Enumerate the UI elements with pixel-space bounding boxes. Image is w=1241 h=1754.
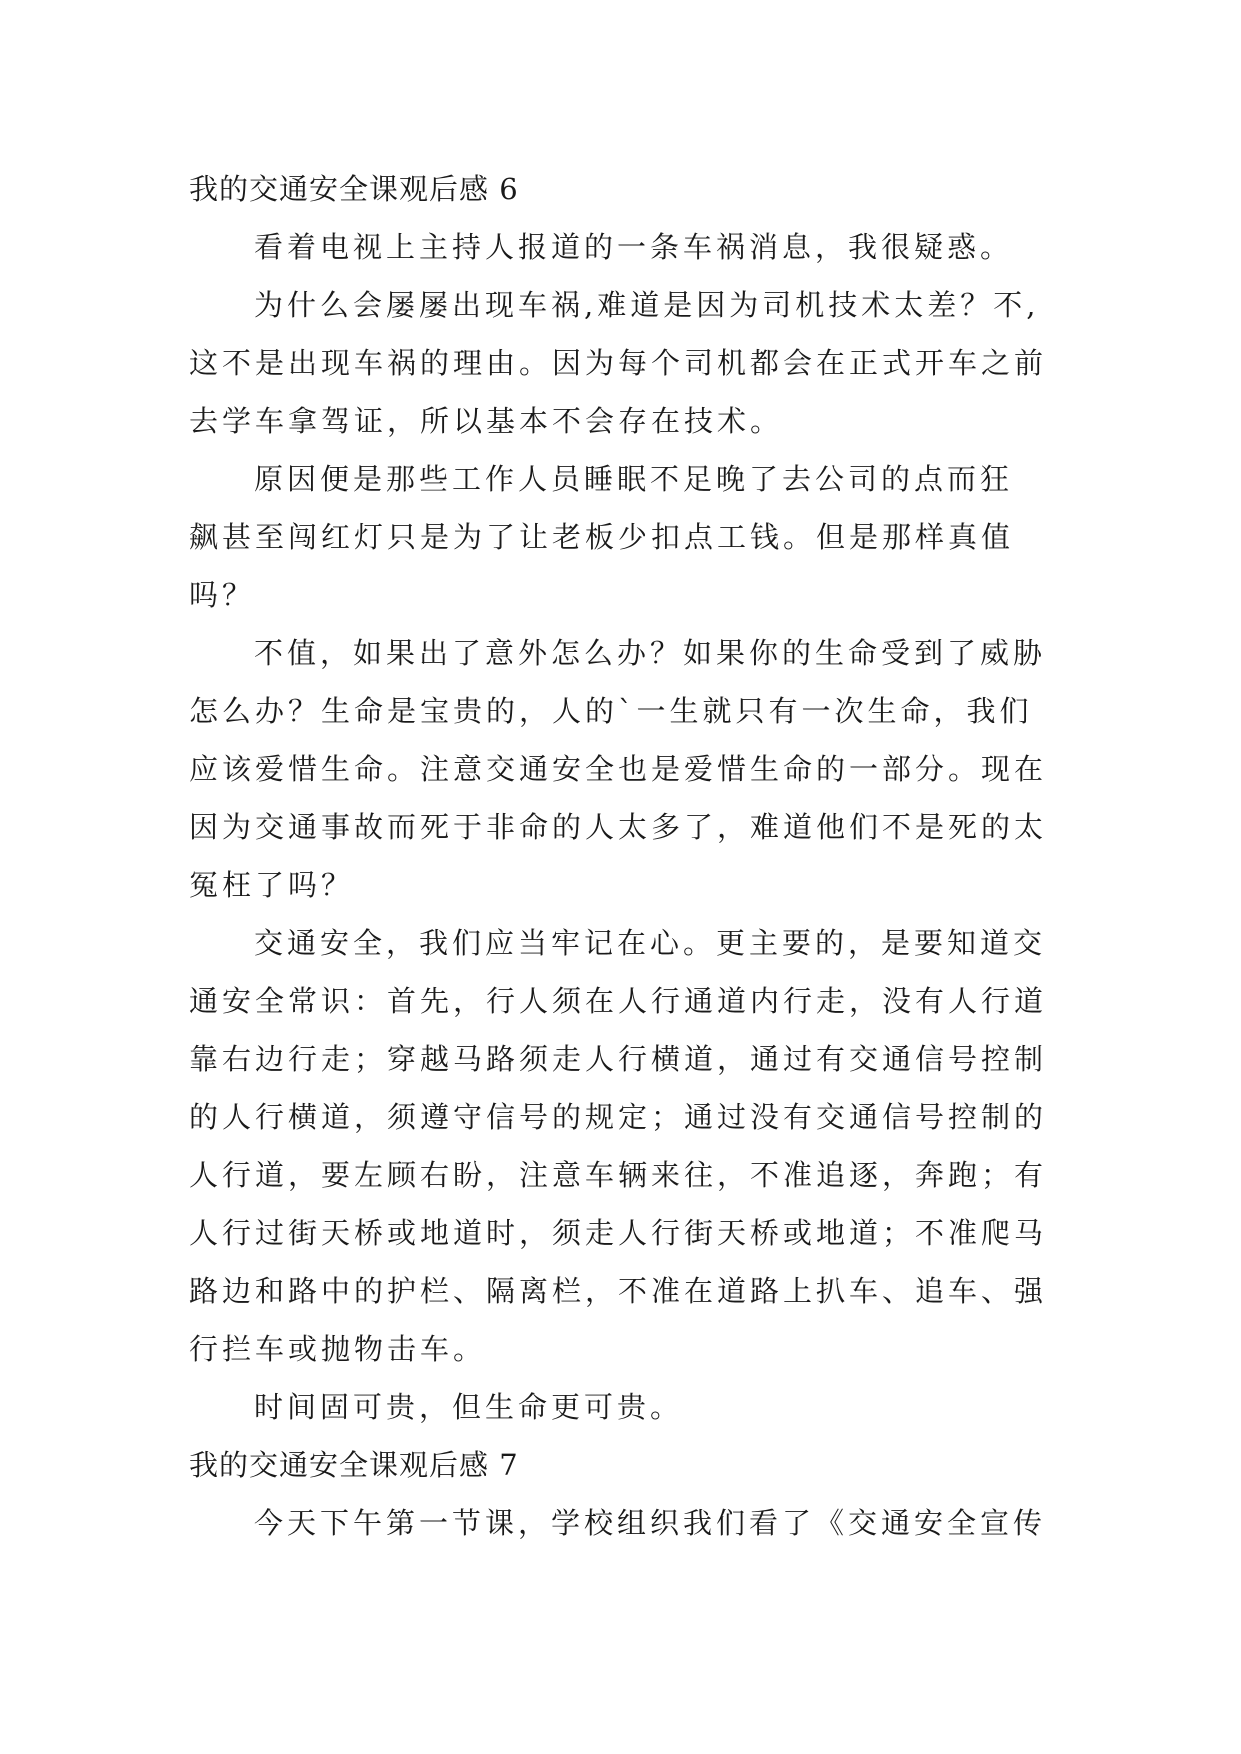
paragraph-line: 去学车拿驾证，所以基本不会存在技术。 <box>189 404 784 438</box>
paragraph-line: 不值，如果出了意外怎么办？如果你的生命受到了威胁 <box>254 636 1047 670</box>
paragraph-line: 人行道，要左顾右盼，注意车辆来往，不准追逐，奔跑；有 <box>189 1158 1048 1192</box>
paragraph-line: 为什么会屡屡出现车祸,难道是因为司机技术太差？不, <box>254 288 1040 322</box>
section-title: 我的交通安全课观后感 6 <box>189 172 519 206</box>
document-body <box>189 160 1069 1552</box>
paragraph-line: 看着电视上主持人报道的一条车祸消息，我很疑惑。 <box>254 230 1014 264</box>
paragraph-line: 飙甚至闯红灯只是为了让老板少扣点工钱。但是那样真值 <box>189 520 1015 554</box>
paragraph <box>189 276 1069 450</box>
paragraph-line: 原因便是那些工作人员睡眠不足晚了去公司的点而狂 <box>254 462 1014 496</box>
paragraph-line: 应该爱惜生命。注意交通安全也是爱惜生命的一部分。现在 <box>189 752 1048 786</box>
paragraph <box>189 1378 1069 1436</box>
paragraph-line: 今天下午第一节课，学校组织我们看了《交通安全宣传 <box>254 1506 1047 1540</box>
paragraph-line: 因为交通事故而死于非命的人太多了，难道他们不是死的太 <box>189 810 1048 844</box>
paragraph-line: 行拦车或抛物击车。 <box>189 1332 487 1366</box>
paragraph <box>189 450 1069 624</box>
paragraph-line: 交通安全，我们应当牢记在心。更主要的，是要知道交 <box>254 926 1047 960</box>
paragraph-line: 时间固可贵，但生命更可贵。 <box>254 1390 684 1424</box>
paragraph-line: 路边和路中的护栏、隔离栏，不准在道路上扒车、追车、强 <box>189 1274 1048 1308</box>
paragraph-line: 这不是出现车祸的理由。因为每个司机都会在正式开车之前 <box>189 346 1048 380</box>
paragraph <box>189 624 1069 914</box>
paragraph-line: 怎么办？生命是宝贵的，人的`一生就只有一次生命，我们 <box>189 694 1033 728</box>
paragraph-line: 通安全常识：首先，行人须在人行通道内行走，没有人行道 <box>189 984 1048 1018</box>
paragraph-line: 人行过街天桥或地道时，须走人行街天桥或地道；不准爬马 <box>189 1216 1048 1250</box>
paragraph <box>189 218 1069 276</box>
paragraph-line: 靠右边行走；穿越马路须走人行横道，通过有交通信号控制 <box>189 1042 1048 1076</box>
paragraph-line: 吗？ <box>189 578 256 612</box>
paragraph-line: 的人行横道，须遵守信号的规定；通过没有交通信号控制的 <box>189 1100 1048 1134</box>
paragraph-line: 冤枉了吗？ <box>189 868 355 902</box>
section-title: 我的交通安全课观后感 7 <box>189 1448 519 1482</box>
paragraph <box>189 1494 1069 1552</box>
paragraph <box>189 914 1069 1378</box>
